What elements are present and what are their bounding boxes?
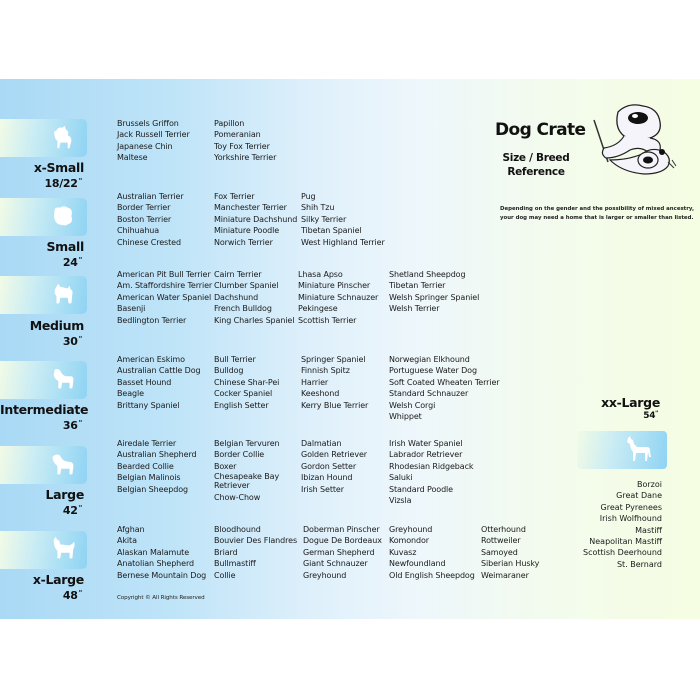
breed-name: Shetland Sheepdog (389, 270, 466, 279)
breed-name: Irish Wolfhound (599, 514, 662, 524)
breed-name: Kerry Blue Terrier (301, 400, 369, 410)
breed-name: Miniature Dachshund (214, 214, 298, 224)
breed-name: Jack Russell Terrier (117, 130, 190, 140)
breed-name: Greyhound (303, 570, 347, 580)
breed-name: Basenji (117, 304, 146, 314)
size-card-medium (0, 276, 87, 314)
breed-name: Rhodesian Ridgeback (389, 461, 474, 471)
breed-name: French Bulldog (214, 304, 272, 314)
breed-name: Neapolitan Mastiff (589, 537, 662, 547)
breed-name: Border Collie (214, 450, 265, 460)
breed-name: English Setter (214, 400, 269, 410)
size-name: x-Small (33, 160, 84, 175)
breed-column (389, 354, 500, 422)
breed-name: Chinese Shar-Pei (214, 377, 280, 387)
breed-name: Harrier (301, 377, 329, 387)
breed-name: Welsh Springer Spaniel (389, 292, 480, 302)
breed-name: Briard (214, 547, 238, 557)
breed-name: American Water Spaniel (117, 292, 212, 302)
breed-name: Weimaraner (481, 570, 529, 580)
size-label-xx-large (580, 396, 660, 421)
breed-name: Saluki (389, 473, 413, 483)
breed-name: Basset Hound (117, 377, 172, 387)
breed-name: Miniature Poodle (214, 226, 280, 236)
breed-name: Australian Terrier (117, 192, 184, 201)
breed-name: Alaskan Malamute (117, 547, 190, 557)
breed-name: Giant Schnauzer (303, 559, 368, 569)
size-dimension: 24" (62, 256, 82, 269)
breed-name: Border Terrier (117, 203, 171, 213)
papillon-silhouette-icon (49, 124, 77, 152)
breed-name: Finnish Spitz (301, 366, 350, 376)
breed-name: Bullmastiff (214, 559, 256, 569)
size-dimension: 18/22" (44, 177, 82, 190)
breed-name: Mastiff (635, 525, 662, 535)
breed-column (481, 524, 539, 581)
breed-name: Chesapeake Bay Retriever (214, 472, 280, 491)
size-dimension: 36" (62, 419, 82, 432)
breed-name: Boxer (214, 461, 237, 471)
breed-name: Maltese (117, 153, 148, 163)
breed-name: Dalmatian (301, 439, 342, 448)
breed-name: American Eskimo (117, 355, 185, 364)
breed-name: Clumber Spaniel (214, 281, 279, 291)
breed-name: Norwegian Elkhound (389, 355, 470, 364)
breed-name: Miniature Schnauzer (298, 292, 379, 302)
breed-name: Toy Fox Terrier (214, 141, 270, 151)
breed-column (301, 438, 367, 495)
breed-name: Samoyed (481, 547, 518, 557)
breed-column (117, 191, 184, 248)
size-name: Medium (29, 318, 84, 333)
breed-column (214, 191, 297, 248)
breed-column (301, 191, 385, 248)
breed-column (117, 438, 196, 495)
breed-name: Fox Terrier (214, 192, 255, 201)
breed-column (117, 118, 190, 164)
breed-name: Cairn Terrier (214, 270, 262, 279)
size-name: Large (45, 487, 84, 502)
breed-name: Labrador Retriever (389, 450, 463, 460)
breed-name: Borzoi (637, 480, 662, 489)
breed-name: Boston Terrier (117, 214, 172, 224)
breed-name: Dogue De Bordeaux (303, 536, 382, 546)
breed-name: Bloodhound (214, 525, 261, 534)
size-card-xx-large (577, 431, 667, 469)
breed-name: Vizsla (389, 496, 412, 506)
breed-name: Rottweiler (481, 536, 521, 546)
breed-name: Gordon Setter (301, 461, 357, 471)
breed-name: Kuvasz (389, 547, 417, 557)
size-label-small (0, 240, 84, 269)
breed-column (301, 354, 368, 411)
breed-name: Bull Terrier (214, 355, 256, 364)
breed-name: Brussels Griffon (117, 119, 179, 128)
maltese-silhouette-icon (49, 203, 77, 231)
size-name: Intermediate (0, 402, 89, 417)
page-title: Dog Crate (495, 120, 586, 140)
great-dane-silhouette-icon (623, 435, 653, 465)
breed-name: Great Dane (616, 491, 662, 501)
breed-name: Anatolian Shepherd (117, 559, 195, 569)
breed-name: Pug (301, 192, 316, 201)
breed-name: Papillon (214, 119, 245, 128)
breed-name: Afghan (117, 525, 145, 534)
size-name: Small (46, 239, 84, 254)
spaniel-silhouette-icon (49, 366, 77, 394)
breed-column (214, 524, 297, 581)
size-label-x-large (0, 573, 84, 602)
breed-column (303, 524, 382, 581)
breed-name: Tibetan Terrier (389, 281, 446, 291)
size-card-small (0, 198, 87, 236)
breed-name: Keeshond (301, 389, 340, 399)
size-dimension: 30" (62, 335, 82, 348)
breed-name: Tibetan Spaniel (301, 226, 362, 236)
subtitle-line-2: Reference (507, 166, 565, 178)
note-line-1: Depending on the gender and the possibility of mixed ancestry, (500, 206, 695, 212)
breed-name: Komondor (389, 536, 429, 546)
breed-name: Doberman Pinscher (303, 525, 380, 534)
size-dimension: 54" (643, 410, 658, 421)
breed-name: Bearded Collie (117, 461, 174, 471)
breed-name: Australian Cattle Dog (117, 366, 201, 376)
size-card-x-small (0, 119, 87, 157)
breed-name: Bedlington Terrier (117, 315, 187, 325)
breed-name: Airedale Terrier (117, 439, 177, 448)
breed-column (214, 438, 280, 504)
breed-name: Bulldog (214, 366, 244, 376)
breed-name: Belgian Tervuren (214, 439, 280, 448)
subtitle-line-1: Size / Breed (502, 152, 570, 164)
breed-name: American Pit Bull Terrier (117, 270, 211, 279)
breed-name: Welsh Corgi (389, 400, 436, 410)
page-subtitle (498, 151, 574, 179)
breed-name: Bernese Mountain Dog (117, 570, 207, 580)
breed-name: Pekingese (298, 304, 338, 314)
xx-large-breed-list (560, 479, 662, 570)
breed-name: Manchester Terrier (214, 203, 287, 213)
breed-name: Springer Spaniel (301, 355, 366, 364)
breed-name: Miniature Pinscher (298, 281, 371, 291)
breed-name: Cocker Spaniel (214, 389, 273, 399)
size-dimension: 48" (62, 589, 82, 602)
breed-name: Akita (117, 536, 137, 546)
breed-name: Siberian Husky (481, 559, 540, 569)
breed-name: Brittany Spaniel (117, 400, 180, 410)
size-name: x-Large (32, 572, 84, 587)
disclaimer-note (500, 205, 694, 222)
breed-column (298, 269, 378, 326)
size-name: xx-Large (601, 395, 660, 410)
mascot-sheepdog-icon (588, 102, 688, 182)
size-dimension: 42" (62, 504, 82, 517)
breed-name: Beagle (117, 389, 144, 399)
size-card-intermediate (0, 361, 87, 399)
breed-name: Chihuahua (117, 226, 160, 236)
breed-column (214, 118, 276, 164)
breed-name: King Charles Spaniel (214, 315, 295, 325)
breed-name: Norwich Terrier (214, 237, 273, 247)
breed-name: Collie (214, 570, 236, 580)
breed-name: Bouvier Des Flandres (214, 536, 298, 546)
breed-column (389, 269, 479, 315)
breed-name: Great Pyrenees (600, 502, 662, 512)
breed-column (389, 524, 475, 581)
breed-name: Chinese Crested (117, 237, 181, 247)
breed-name: Golden Retriever (301, 450, 367, 460)
size-label-x-small (0, 161, 84, 190)
size-label-large (0, 488, 84, 517)
breed-column (214, 269, 294, 326)
breed-name: Chow-Chow (214, 493, 261, 503)
size-label-intermediate (0, 402, 89, 432)
breed-name: German Shepherd (303, 547, 375, 557)
breed-column (117, 354, 200, 411)
breed-name: St. Bernard (616, 559, 662, 569)
breed-column (389, 438, 473, 506)
size-card-x-large (0, 531, 87, 569)
breed-name: Standard Poodle (389, 484, 453, 494)
breed-name: Dachshund (214, 292, 259, 302)
breed-column (117, 524, 206, 581)
breed-name: Portuguese Water Dog (389, 366, 477, 376)
breed-name: Yorkshire Terrier (214, 153, 277, 163)
breed-name: Belgian Malinois (117, 473, 181, 483)
retriever-silhouette-icon (49, 451, 77, 479)
breed-name: Scottish Deerhound (583, 548, 662, 558)
terrier-silhouette-icon (49, 281, 77, 309)
breed-name: Irish Setter (301, 484, 344, 494)
breed-name: Newfoundland (389, 559, 446, 569)
breed-name: Otterhound (481, 525, 526, 534)
breed-name: Japanese Chin (117, 141, 173, 151)
copyright-text: Copyright © All Rights Reserved (117, 595, 205, 601)
breed-name: Ibizan Hound (301, 473, 353, 483)
breed-name: Welsh Terrier (389, 304, 440, 314)
breed-column (117, 269, 212, 326)
breed-name: West Highland Terrier (301, 237, 385, 247)
breed-name: Whippet (389, 412, 422, 422)
breed-name: Old English Sheepdog (389, 570, 475, 580)
size-label-medium (0, 319, 84, 348)
breed-name: Am. Staffordshire Terrier (117, 281, 213, 291)
breed-name: Irish Water Spaniel (389, 439, 463, 448)
breed-name: Pomeranian (214, 130, 261, 140)
note-line-2: your dog may need a home that is larger or smaller than listed. (500, 214, 694, 221)
breed-name: Lhasa Apso (298, 270, 343, 279)
breed-name: Greyhound (389, 525, 433, 534)
breed-name: Shih Tzu (301, 203, 335, 213)
breed-name: Belgian Sheepdog (117, 484, 188, 494)
breed-name: Scottish Terrier (298, 315, 357, 325)
breed-name: Silky Terrier (301, 214, 347, 224)
breed-name: Soft Coated Wheaten Terrier (389, 377, 500, 387)
breed-name: Australian Shepherd (117, 450, 197, 460)
breed-name: Standard Schnauzer (389, 389, 469, 399)
size-card-large (0, 446, 87, 484)
akita-silhouette-icon (49, 536, 77, 564)
breed-column (214, 354, 279, 411)
